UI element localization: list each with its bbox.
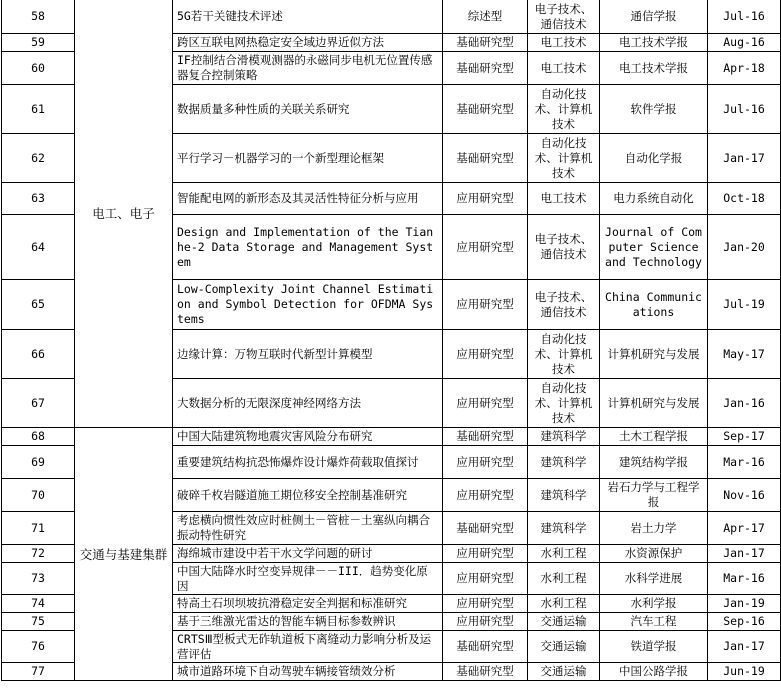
journal-name: 计算机研究与发展 [600,379,708,428]
row-number: 60 [2,52,75,85]
research-type: 基础研究型 [443,631,528,663]
row-number: 75 [2,613,75,631]
journal-name: 自动化学报 [600,134,708,183]
row-number: 74 [2,595,75,613]
paper-title: 特高土石坝坝坡抗滑稳定安全判据和标准研究 [173,595,443,613]
paper-title: 考虑横向惯性效应时桩侧土－管桩－土塞纵向耦合振动特性研究 [173,512,443,545]
paper-title: 基于三维激光雷达的智能车辆目标参数辨识 [173,613,443,631]
publication-date: Jan-20 [708,215,781,280]
row-number: 62 [2,134,75,183]
table-row [2,0,781,34]
journal-name: Journal of Computer Science and Technology [600,215,708,280]
paper-title: 边缘计算：万物互联时代新型计算模型 [173,330,443,379]
paper-title: 城市道路环境下自动驾驶车辆接管绩效分析 [173,663,443,681]
table-row [2,428,781,446]
technical-field: 建筑科学 [528,512,600,545]
technical-field: 电子技术、通信技术 [528,280,600,330]
journal-name: 水科学进展 [600,563,708,595]
row-number: 61 [2,85,75,134]
row-number: 65 [2,280,75,330]
technical-field: 交通运输 [528,631,600,663]
row-number: 59 [2,34,75,52]
row-number: 64 [2,215,75,280]
journal-name: 岩石力学与工程学报 [600,479,708,512]
publication-date: May-17 [708,330,781,379]
journal-name: 土木工程学报 [600,428,708,446]
paper-title: 中国大陆建筑物地震灾害风险分布研究 [173,428,443,446]
paper-title: Design and Implementation of the Tianhe-2 Data Storage and Management System [173,215,443,280]
category-cell: 交通与基建集群 [75,428,173,681]
publication-date: Mar-16 [708,446,781,479]
publication-date: Jan-19 [708,595,781,613]
technical-field: 建筑科学 [528,428,600,446]
journal-name: 通信学报 [600,0,708,34]
journal-name: 水资源保护 [600,545,708,563]
publication-date: Oct-18 [708,183,781,215]
journal-name: 水利学报 [600,595,708,613]
journal-name: 电力系统自动化 [600,183,708,215]
research-type: 基础研究型 [443,512,528,545]
row-number: 67 [2,379,75,428]
row-number: 63 [2,183,75,215]
research-type: 应用研究型 [443,613,528,631]
publication-date: Aug-16 [708,34,781,52]
technical-field: 交通运输 [528,613,600,631]
research-type: 综述型 [443,0,528,34]
publication-date: Sep-17 [708,428,781,446]
research-type: 应用研究型 [443,595,528,613]
paper-table [1,0,781,681]
publication-date: Jan-17 [708,631,781,663]
research-type: 应用研究型 [443,446,528,479]
row-number: 76 [2,631,75,663]
research-type: 基础研究型 [443,85,528,134]
research-type: 应用研究型 [443,379,528,428]
journal-name: 汽车工程 [600,613,708,631]
journal-name: 铁道学报 [600,631,708,663]
publication-date: Sep-16 [708,613,781,631]
category-cell: 电工、电子 [75,0,173,428]
publication-date: Jul-16 [708,0,781,34]
publication-date: Jan-17 [708,545,781,563]
publication-date: Jun-19 [708,663,781,681]
table-body [2,0,781,681]
publication-date: Jul-16 [708,85,781,134]
row-number: 71 [2,512,75,545]
technical-field: 电工技术 [528,34,600,52]
research-type: 应用研究型 [443,215,528,280]
paper-title: 跨区互联电网热稳定安全域边界近似方法 [173,34,443,52]
research-type: 基础研究型 [443,134,528,183]
row-number: 77 [2,663,75,681]
technical-field: 自动化技术、计算机技术 [528,85,600,134]
publication-date: Nov-16 [708,479,781,512]
research-type: 基础研究型 [443,663,528,681]
technical-field: 自动化技术、计算机技术 [528,134,600,183]
row-number: 70 [2,479,75,512]
journal-name: 电工技术学报 [600,34,708,52]
publication-date: Jan-16 [708,379,781,428]
row-number: 58 [2,0,75,34]
row-number: 66 [2,330,75,379]
technical-field: 建筑科学 [528,446,600,479]
paper-title: 破碎千枚岩隧道施工期位移安全控制基准研究 [173,479,443,512]
technical-field: 电工技术 [528,183,600,215]
technical-field: 电子技术、通信技术 [528,215,600,280]
publication-date: Apr-18 [708,52,781,85]
journal-name: 岩土力学 [600,512,708,545]
research-type: 基础研究型 [443,34,528,52]
row-number: 73 [2,563,75,595]
journal-name: 中国公路学报 [600,663,708,681]
research-type: 基础研究型 [443,52,528,85]
technical-field: 水利工程 [528,563,600,595]
row-number: 72 [2,545,75,563]
journal-name: 软件学报 [600,85,708,134]
research-type: 应用研究型 [443,280,528,330]
paper-title: 中国大陆降水时空变异规律－－III．趋势变化原因 [173,563,443,595]
technical-field: 建筑科学 [528,479,600,512]
journal-name: 建筑结构学报 [600,446,708,479]
journal-name: 计算机研究与发展 [600,330,708,379]
publication-date: Mar-16 [708,563,781,595]
paper-title: 海绵城市建设中若干水文学问题的研讨 [173,545,443,563]
technical-field: 自动化技术、计算机技术 [528,330,600,379]
research-type: 应用研究型 [443,479,528,512]
paper-title: IF控制结合滑模观测器的永磁同步电机无位置传感器复合控制策略 [173,52,443,85]
research-type: 基础研究型 [443,428,528,446]
research-type: 应用研究型 [443,545,528,563]
research-type: 应用研究型 [443,330,528,379]
row-number: 68 [2,428,75,446]
paper-title: 重要建筑结构抗恐怖爆炸设计爆炸荷载取值探讨 [173,446,443,479]
technical-field: 水利工程 [528,595,600,613]
paper-title: 数据质量多种性质的关联关系研究 [173,85,443,134]
technical-field: 电工技术 [528,52,600,85]
technical-field: 电子技术、通信技术 [528,0,600,34]
paper-title: 大数据分析的无限深度神经网络方法 [173,379,443,428]
paper-title: Low-Complexity Joint Channel Estimation and Symbol Detection for OFDMA Systems [173,280,443,330]
paper-title: 5G若干关键技术评述 [173,0,443,34]
technical-field: 自动化技术、计算机技术 [528,379,600,428]
paper-title: 智能配电网的新形态及其灵活性特征分析与应用 [173,183,443,215]
research-type: 应用研究型 [443,563,528,595]
paper-title: 平行学习－机器学习的一个新型理论框架 [173,134,443,183]
technical-field: 交通运输 [528,663,600,681]
journal-name: China Communications [600,280,708,330]
row-number: 69 [2,446,75,479]
journal-name: 电工技术学报 [600,52,708,85]
publication-date: Apr-17 [708,512,781,545]
publication-date: Jul-19 [708,280,781,330]
paper-title: CRTSⅢ型板式无砟轨道板下离缝动力影响分析及运营评估 [173,631,443,663]
technical-field: 水利工程 [528,545,600,563]
publication-date: Jan-17 [708,134,781,183]
research-type: 应用研究型 [443,183,528,215]
